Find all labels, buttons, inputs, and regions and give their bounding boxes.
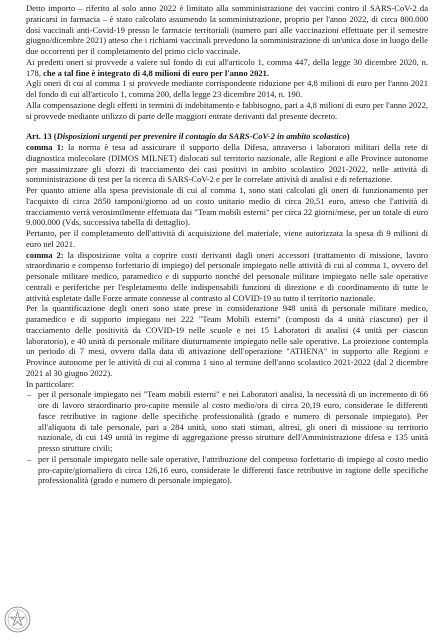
article-13-title: Art. 13 (Disposizioni urgenti per prevenire il contagio da SARS-CoV-2 in ambito scolastico) xyxy=(26,131,350,142)
document-page xyxy=(26,3,428,486)
intro-paragraph-3: Agli oneri di cui al comma 1 si provvede mediante corrispondente riduzione per 4,8 milioni di euro per l'anno 2021 del fondo di cui all'articolo 1, comma 200, della legge 23 dicembre 2014, n. 190. xyxy=(26,78,428,99)
list-item: – per il personale impiegato nei "Team mobili esterni" e nei Laboratori analisi, la necessità di un incremento di 66 ore di lavoro straordinario pro-capite mensile al costo medio/ora di circa 20,19 euro, considerate le differenti fasce retributive in ragione delle specifiche professionalità (grado e numero di personale impiegato). Per all'aliquota di tale personale, pari a 284 unità, sono stati stimati, altresì, gli oneri di missione su territorio nazionale, di cui 149 unità in regime di aggregazione presso strutture dell'Amministrazione difesa e 135 unità presso strutture civili; xyxy=(27,389,428,453)
detail-list xyxy=(26,389,428,486)
list-item: – per il personale impiegato nelle sale operative, l'attribuzione del compenso forfettario di impiego al costo medio pro-capite/giornaliero di circa 126,16 euro, considerate le differenti fasce retributive in ragione delle specifiche professionalità (grado e numero di personale impiegato). xyxy=(27,453,428,486)
comma-2-label: comma 2: xyxy=(26,249,64,260)
quantification-paragraph: Per la quantificazione degli oneri sono state prese in considerazione 948 unità di personale militare medico, paramedico e di supporto impiegato nei 222 "Team Mobili esterni" (composti da 4 unità ciascuno) per il tracciamento delle positività da COVID-19 nelle scuole e nei 15 Laboratori di analisi (4 unità per ciascun laboratorio), e 40 unità di personale militare diuturnamente impiegato nelle sale operative. La proiezione contempla un periodo di 7 mesi, ovvero dalla data di attivazione dell'operazione "ATHENA" in supporto alle Regioni e Province autonome per le attività di cui al comma 1 sino al termine dell'anno scolastico 2021-2022 (dal 2 dicembre 2021 al 30 giugno 2022). xyxy=(26,303,428,378)
comma-2-paragraph: comma 2: la disposizione volta a coprire costi derivanti dagli oneri accessori (trattamento di missione, lavoro straordinario e compenso forfettario di impiego) del personale impiegato nelle attività di cui al comma 1, ovvero del personale militare medico, paramedico e di supporto nonché del personale militare impiegato nelle sale operative centrali e periferiche per l'espletamento delle indispensabili funzioni di direzione e di coordinamento di tutte le attività espletate dalle Forze armate connesse al contrasto al COVID-19 su tutto il territorio nazionale. xyxy=(26,249,428,303)
intro-bold-text: che a tal fine è integrato di 4,8 milioni di euro per l'anno 2021. xyxy=(43,67,270,78)
republic-emblem-icon xyxy=(4,606,31,633)
intro-paragraph-1: Detto importo – riferito al solo anno 2022 è limitato alla somministrazione dei vaccini contro il SARS-CoV-2 da praticarsi in farmacia – è stato calcolato assumendo la somministrazione, proprio per l'anno 2022, di circa 800.000 dosi vaccinali anti-Covid-19 presso le farmacie territoriali (numero pari alle vaccinazioni effettuate per il semestre giugno/dicembre 2021) atteso che i richiami vaccinali prevedono la somministrazione di un'unica dose in luogo delle due occorrenti per il completamento del primo ciclo vaccinale. xyxy=(26,3,428,56)
cost-paragraph: Per quanto attiene alla spesa previsionale di cui al comma 1, sono stati calcolati gli oneri di funzionamento per l'acquisto di circa 2850 tamponi/giorno ad un costo unitario medio di circa 20,51 euro, atteso che l'attività di tracciamento verrà verosimilmente effettuata dai "Team mobili esterni" per circa 22 giorni/mese, per un totale di euro 9.000.000 (Vds, successiva tabella di dettaglio). xyxy=(26,185,428,228)
authorization-paragraph: Pertanto, per il completamento dell'attività di acquisizione del materiale, viene autorizzata la spesa di 9 milioni di euro nel 2021. xyxy=(26,228,428,249)
comma-1-paragraph: comma 1: la norma è tesa ad assicurare il supporto della Difesa, attraverso i laboratori militari della rete di diagnostica molecolare (DIMOS MILNET) dislocati sul territorio nazionale, alle Regioni e alle Province autonome per massimizzare gli sforzi di tracciamento dei casi positivi in ambito scolastico 2021-2022, nelle attività di somministrazione di test per la ricerca di SARS-CoV-2 e per le correlate attività di analisi e di refertazione. xyxy=(26,142,428,185)
in-particolare-label: In particolare: xyxy=(26,378,75,389)
intro-paragraph-4: Alla compensazione degli effetti in termini di indebitamento e fabbisogno, pari a 4,8 milioni di euro per l'anno 2022, si provvede mediante utilizzo di parte delle maggiori entrate derivanti dal presente decreto. xyxy=(26,99,428,121)
intro-paragraph-2: Ai predetti oneri si provvede a valere sul fondo di cui all'articolo 1, comma 447, della legge 30 dicembre 2020, n. 178, che a tal fine è integrato di 4,8 milioni di euro per l'anno 2021. xyxy=(26,56,428,78)
comma-1-label: comma 1: xyxy=(26,142,64,152)
